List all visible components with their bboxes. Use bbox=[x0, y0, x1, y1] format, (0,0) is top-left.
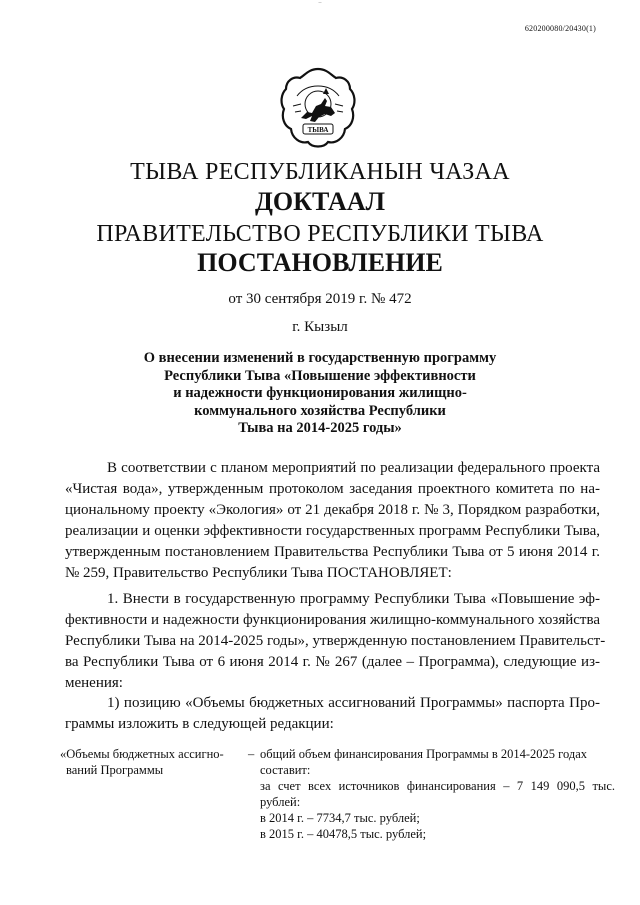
table-dash: – bbox=[248, 747, 255, 761]
label-line: ваний Программы bbox=[66, 763, 164, 777]
item-1-paragraph bbox=[65, 589, 606, 694]
paragraph-line: Республики Тыва на 2014-2025 годы», утвержденную постановлением Правительст- bbox=[65, 633, 606, 649]
value-line: рублей: bbox=[260, 795, 301, 809]
value-line: за счет всех источников финансирования – 7 149 090,5 тыс. bbox=[260, 779, 615, 793]
paragraph-line: граммы изложить в следующей редакции: bbox=[65, 716, 334, 732]
paragraph-line: «Чистая вода», утвержденным протоколом заседания проектного комитета по на- bbox=[65, 481, 600, 497]
title-tuvan-decree: ДОКТААЛ bbox=[255, 187, 385, 216]
document-subject bbox=[80, 350, 560, 438]
title-tuvan-government: ТЫВА РЕСПУБЛИКАНЫН ЧАЗАА bbox=[130, 159, 510, 185]
subject-line: О внесении изменений в государственную программу bbox=[143, 350, 497, 366]
subitem-1-paragraph bbox=[65, 693, 600, 735]
preamble-paragraph bbox=[65, 458, 600, 584]
paragraph-line: 1) позицию «Объемы бюджетных ассигнований Программы» паспорта Про- bbox=[107, 695, 600, 711]
document-date: от 30 сентября 2019 г. № 472 bbox=[228, 291, 412, 307]
value-line: составит: bbox=[260, 763, 311, 777]
document-number: 620200080/20430(1) bbox=[524, 24, 596, 33]
value-line: общий объем финансирования Программы в 2014-2025 годах bbox=[260, 747, 588, 761]
paragraph-line: фективности и надежности функционирования жилищно-коммунального хозяйства bbox=[65, 612, 600, 628]
title-government: ПРАВИТЕЛЬСТВО РЕСПУБЛИКИ ТЫВА bbox=[96, 221, 544, 247]
budget-table-value bbox=[260, 746, 615, 842]
paragraph-line: № 259, Правительство Республики Тыва ПОСТАНОВЛЯЕТ: bbox=[65, 565, 452, 581]
paragraph-line: 1. Внести в государственную программу Республики Тыва «Повышение эф- bbox=[107, 591, 600, 607]
subject-line: и надежности функционирования жилищно- bbox=[173, 385, 467, 401]
subject-line: Тыва на 2014-2025 годы» bbox=[238, 420, 402, 436]
paragraph-line: утвержденным постановлением Правительства Республики Тыва от 5 июня 2014 г. bbox=[65, 544, 600, 560]
document-city: г. Кызыл bbox=[292, 319, 348, 335]
paragraph-line: циональному проекту «Экология» от 21 декабря 2018 г. № 3, Порядком разработки, bbox=[65, 502, 600, 518]
emblem-label: ТЫВА bbox=[307, 126, 329, 134]
paragraph-line: ва Республики Тыва от 6 июня 2014 г. № 267 (далее – Программа), следующие из- bbox=[65, 654, 600, 670]
tuva-emblem-icon bbox=[279, 66, 357, 152]
value-line: в 2014 г. – 7734,7 тыс. рублей; bbox=[260, 811, 420, 825]
title-resolution: ПОСТАНОВЛЕНИЕ bbox=[197, 248, 443, 277]
value-line: в 2015 г. – 40478,5 тыс. рублей; bbox=[260, 827, 427, 841]
paragraph-line: менения: bbox=[65, 675, 123, 691]
paragraph-line: реализации и оценки эффективности государственных программ Республики Тыва, bbox=[65, 523, 600, 539]
label-line: «Объемы бюджетных ассигно- bbox=[60, 747, 224, 761]
paragraph-line: В соответствии с планом мероприятий по реализации федерального проекта bbox=[107, 460, 600, 476]
subject-line: Республики Тыва «Повышение эффективности bbox=[164, 367, 476, 384]
budget-table-label bbox=[60, 746, 250, 778]
subject-line: коммунального хозяйства Республики bbox=[194, 402, 446, 419]
top-mark: – bbox=[318, 0, 322, 6]
